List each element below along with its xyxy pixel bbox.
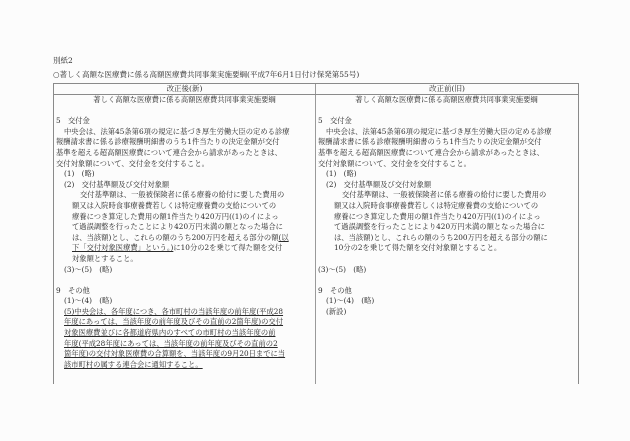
new-item2-line: 額又は入院時食事療養費若しくは特定療養費の支給についての [72,200,277,210]
new-section5-line: 報酬請求書に係る診療報酬明細書のうち1件当たりの決定金額が交付 [56,137,280,147]
new-item2-line: 交付基準額は、一般被保険者に係る療養の給付に要した費用の [80,190,285,200]
annex-label: 別紙2 [53,56,73,65]
new-section5-line: 基準を超える超高額医療費について連合会から請求があったときは、 [56,147,282,157]
new-item2-line: て過誤調整を行ったことにより420万円未満の額となった場合に [72,222,283,232]
old-item2-line: 療養につき算定した費用の額1件当たり420万円((1)のイによっ [334,211,541,221]
new-item2-text: は、当該額)とし、これらの額のうち200万円を超える部分の額 [72,232,279,242]
old-title: 著しく高額な医療費に係る高額医療費共同事業実施要綱 [355,95,538,104]
document-title: ○著しく高額な医療費に係る高額医療費共同事業実施要綱(平成7年6月1日付け保発第55号) [53,70,360,79]
new-section5-line: 中央会は、法第45条第6項の規定に基づき厚生労働大臣の定める診療 [64,126,290,136]
new-section9-item5-line: (5)中央会は、各年度につき、各市町村の当該年度の前年度(平成28 [64,306,284,316]
new-section9-items1to4: (1)～(4) (略) [64,296,113,306]
new-item2-underlined: (以 [278,232,289,242]
new-section9-item5-line: 対象医療費並びに各都道府県内のすべての市町村の当該年度の前 [64,328,276,338]
new-section9-item5-line: 該市町村の属する連合会に通知すること。 [64,359,203,369]
new-item2-underlined: 下「交付対象医療費」という。) [72,243,174,253]
new-section9-item5-line: 箇年度)の交付対象医療費の合算額を、当該年度の9月20日までに当 [64,349,286,359]
old-item2-line: 額又は入院時食事療養費若しくは特定療養費の支給についての [334,200,539,210]
new-section9-heading: 9 その他 [56,285,90,295]
new-items3to5: (3)～(5) (略) [64,264,113,274]
old-section5-line: 基準を超える超高額医療費について連合会から請求があったときは、 [318,147,544,157]
old-section9-heading: 9 その他 [318,285,352,295]
new-item2-heading: (2) 交付基準額及び交付対象額 [64,179,170,189]
new-item2-line: 療養につき算定した費用の額1件当たり420万円((1)のイによっ [72,211,279,221]
column-old [318,95,575,317]
new-item2-line [56,233,313,244]
old-items3to5: (3)～(5) (略) [318,264,367,274]
new-item1: (1) (略) [64,169,95,179]
header-row [54,84,578,95]
old-item2-line: は、当該額)とし、これらの額のうち200万円を超える部分の額に [334,232,548,242]
new-item2-text: に10分の2を乗じて得た額を交付 [173,243,283,253]
old-section9-items1to4: (1)～(4) (略) [326,296,375,306]
column-new [56,95,313,370]
old-section5-line: 報酬請求書に係る診療報酬明細書のうち1件当たりの決定金額が交付 [318,137,542,147]
old-item1: (1) (略) [326,169,357,179]
new-title: 著しく高額な医療費に係る高額医療費共同事業実施要綱 [93,95,276,104]
old-item2-line: 10分の2を乗じて得た額を交付対象額とすること。 [334,243,502,253]
column-divider [315,84,316,384]
new-section9-item5-line: 年度(平成28年度にあっては、当該年度の前年度及びその直前の2 [64,338,278,348]
old-section9-new-item: (新設) [326,306,347,316]
new-section9-item5-line: 年度にあっては、当該年度の前年度及びその直前の2箇年度)の交付 [64,317,284,327]
new-section5-heading: 5 交付金 [56,116,90,126]
old-item2-line: て過誤調整を行ったことにより420万円未満の額となった場合に [334,222,545,232]
old-section5-heading: 5 交付金 [318,116,352,126]
new-item2-line [56,243,313,254]
new-section5-line: 交付対象額について、交付金を交付すること。 [56,158,209,168]
header-new: 改正後(新) [166,84,203,93]
old-section5-line: 交付対象額について、交付金を交付すること。 [318,158,471,168]
comparison-table [53,83,579,384]
old-section5-line: 中央会は、法第45条第6項の規定に基づき厚生労働大臣の定める診療 [326,126,552,136]
old-item2-heading: (2) 交付基準額及び交付対象額 [326,179,432,189]
header-old: 改正前(旧) [429,84,465,93]
old-item2-line: 交付基準額は、一般被保険者に係る療養の給付に要した費用の [342,190,547,200]
new-item2-line: 対象額とすること。 [72,253,138,263]
